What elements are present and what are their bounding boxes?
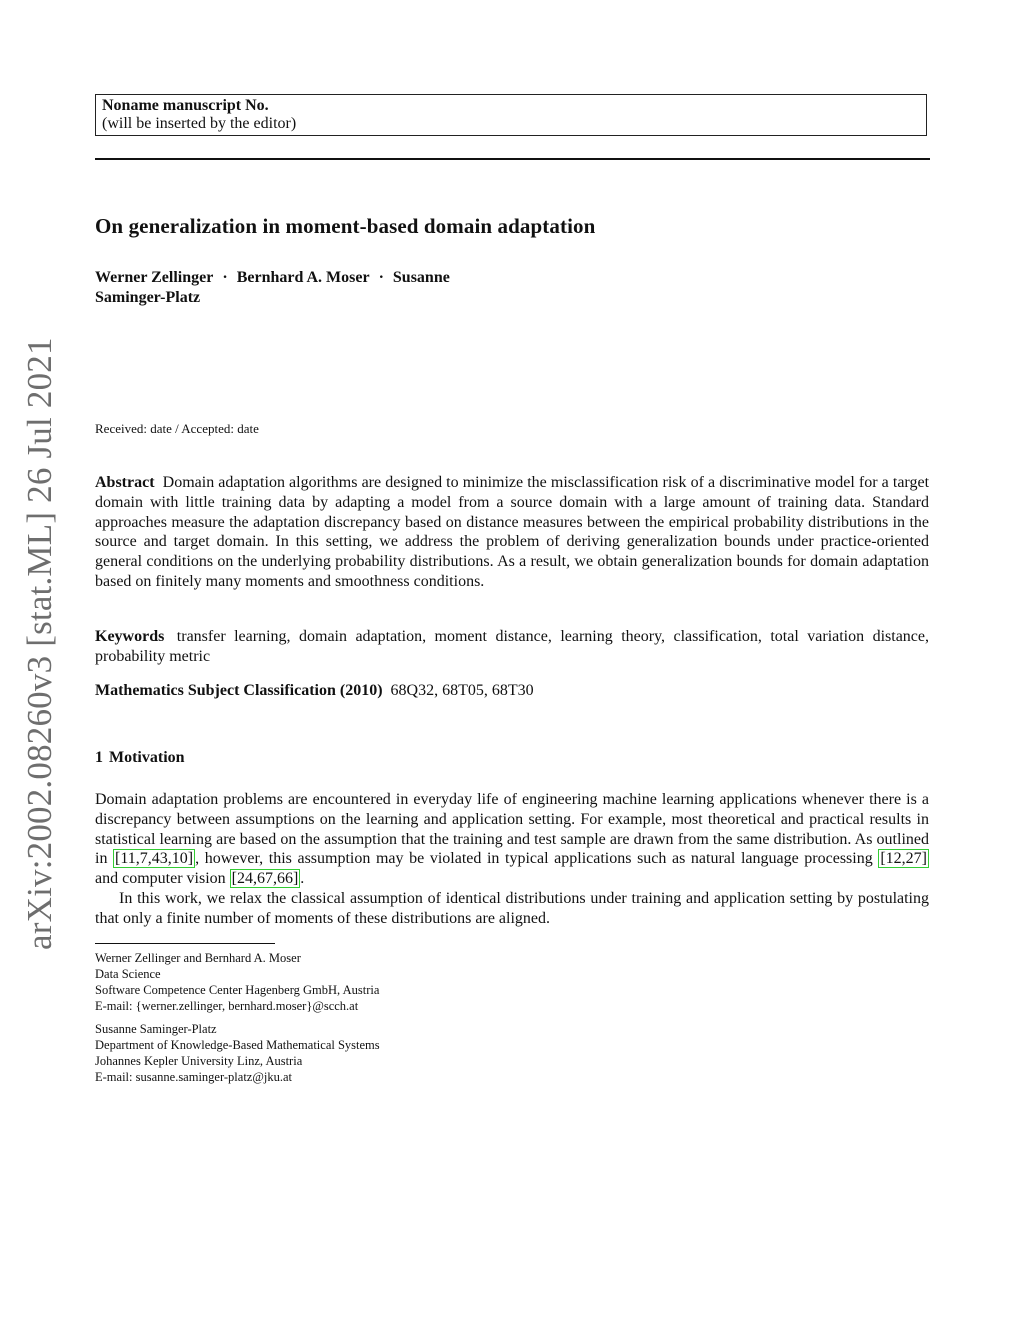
citation-link[interactable]: 43 — [151, 850, 168, 868]
keywords — [95, 627, 929, 667]
affiliation-names: Werner Zellinger and Bernhard A. Moser — [95, 951, 301, 965]
abstract-text: Domain adaptation algorithms are designed to minimize the misclassification risk of a discriminative model for a target domain with little training data by adapting a model from a source domain with a large amount of training data. Standard approaches measure the adaptation discrepancy based on distance measures between the empirical probability distributions in the source and target domain. In this setting, we address the problem of deriving generalization bounds under practice-oriented general conditions on the underlying probability distributions. As a result, we obtain generalization bounds for domain adaptation based on finitely many moments and smoothness conditions. — [95, 474, 930, 590]
citation-link[interactable]: 24 — [236, 870, 253, 888]
author-3: Susanne — [392, 269, 450, 286]
text-run: , however, this assumption may be violated in typical applications such as natural language processing — [195, 850, 879, 868]
author-3-continued: Saminger-Platz — [95, 289, 201, 306]
citation-link[interactable]: 7 — [139, 850, 148, 868]
arxiv-side-label: arXiv:2002.08260v3 [stat.ML] 26 Jul 2021 — [20, 337, 59, 950]
affiliation-email: E-mail: susanne.saminger-platz@jku.at — [95, 1070, 292, 1084]
abstract-label: Abstract — [95, 474, 155, 491]
footnote-rule — [95, 943, 275, 944]
manuscript-number-label: Noname manuscript No. — [102, 97, 269, 114]
text-run: Domain adaptation problems are encountered in everyday life of engineering machine learning applications whenever there is a discrepancy between assumptions on the learning and application setting. For example, most theoretical and practical results in statistical learning are based on the assumption that the training and test sample are drawn from the same distribution. As outlined in — [95, 791, 929, 868]
citation-link[interactable]: 67 — [256, 870, 273, 888]
citation-link[interactable]: 12 — [885, 850, 902, 868]
msc-codes: 68Q32, 68T05, 68T30 — [390, 682, 534, 699]
section-number: 1 — [95, 749, 103, 766]
citation-group-3[interactable]: [24,67,66] — [231, 870, 299, 888]
section-heading — [95, 749, 185, 767]
citation-link[interactable]: 11 — [120, 850, 136, 868]
section-title: Motivation — [109, 749, 185, 766]
motivation-paragraph-1 — [95, 790, 929, 889]
manuscript-editor-note: (will be inserted by the editor) — [102, 115, 297, 132]
received-accepted-line: Received: date / Accepted: date — [95, 421, 259, 436]
msc-label: Mathematics Subject Classification (2010) — [95, 682, 383, 699]
affiliation-department: Data Science — [95, 967, 161, 981]
affiliation-department: Department of Knowledge-Based Mathematical Systems — [95, 1038, 380, 1052]
author-1: Werner Zellinger — [95, 269, 214, 286]
text-run: . — [300, 870, 305, 888]
paper-title: On generalization in moment-based domain adaptation — [95, 214, 596, 238]
citation-link[interactable]: 10 — [171, 850, 188, 868]
citation-link[interactable]: 66 — [276, 870, 293, 888]
affiliation-2 — [95, 1021, 380, 1085]
text-run: and computer vision — [95, 870, 230, 888]
affiliation-organization: Johannes Kepler University Linz, Austria — [95, 1054, 303, 1068]
abstract — [95, 473, 929, 592]
manuscript-box — [95, 94, 927, 136]
header-rule — [95, 158, 930, 160]
msc-classification — [95, 681, 929, 701]
affiliation-1 — [95, 950, 379, 1014]
affiliation-organization: Software Competence Center Hagenberg GmbH, Austria — [95, 983, 380, 997]
motivation-paragraph-2: In this work, we relax the classical assumption of identical distributions under training and application setting by postulating that only a finite number of moments of these distributions are aligned. — [95, 889, 929, 927]
citation-link[interactable]: 27 — [905, 850, 922, 868]
author-list — [95, 268, 575, 308]
citation-group-1[interactable]: [11,7,43,10] — [115, 850, 194, 868]
author-2: Bernhard A. Moser — [236, 269, 370, 286]
citation-group-2[interactable]: [12,27] — [880, 850, 927, 868]
affiliation-names: Susanne Saminger-Platz — [95, 1022, 217, 1036]
author-separator: · — [378, 269, 384, 286]
affiliation-email: E-mail: {werner.zellinger, bernhard.moser}@scch.at — [95, 999, 359, 1013]
keywords-label: Keywords — [95, 628, 165, 645]
author-separator: · — [222, 269, 228, 286]
keywords-text: transfer learning, domain adaptation, moment distance, learning theory, classification, total variation distance, probability metric — [95, 628, 930, 665]
motivation-body — [95, 790, 929, 929]
